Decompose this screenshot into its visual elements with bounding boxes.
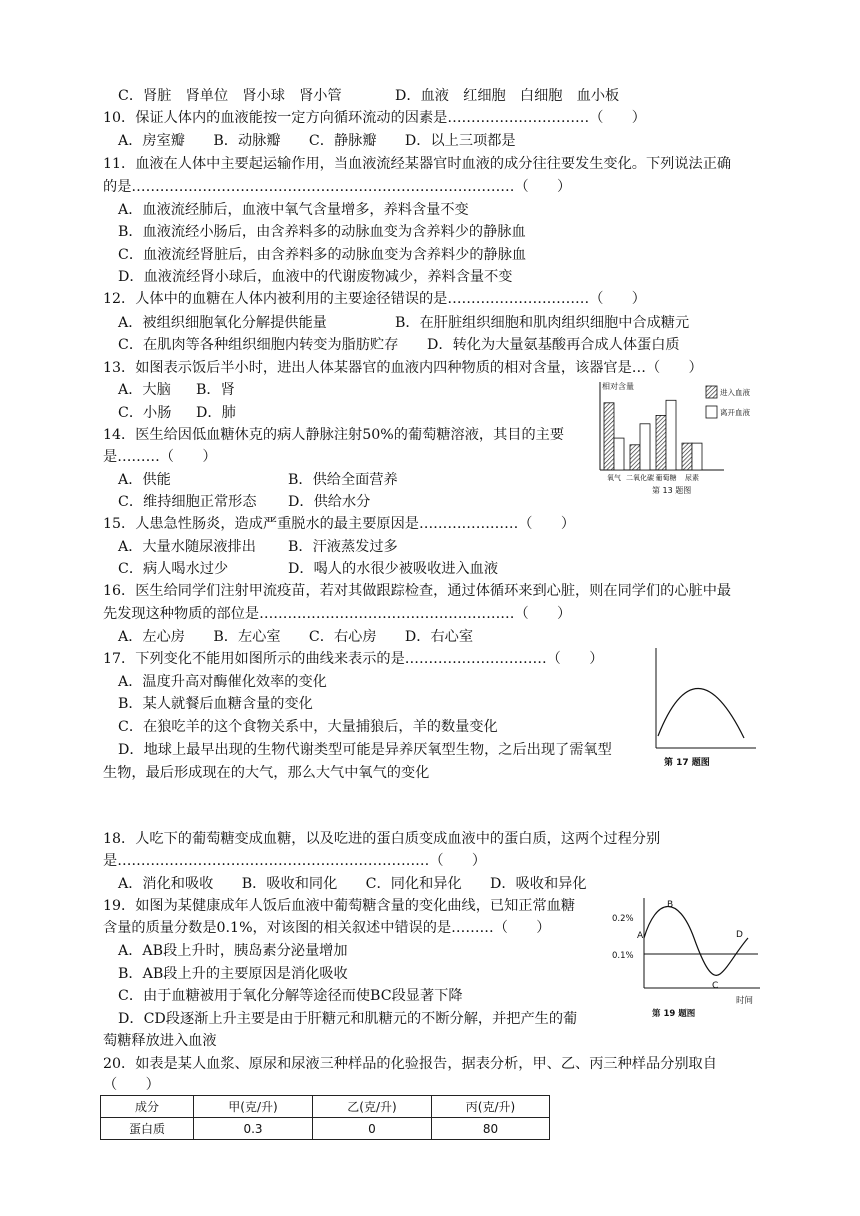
table-header-cell: 甲(克/升) xyxy=(194,1096,313,1118)
q14-option-b: B．供给全面营养 xyxy=(288,472,398,488)
q10-stem: 10．保证人体内的血液能按一定方向循环流动的因素是…………………………（ ） xyxy=(103,110,646,126)
q16-stem-line2: 先发现这种物质的部位是………………………………………………（ ） xyxy=(103,606,572,622)
q17-option-d-line1: D．地球上最早出现的生物代谢类型可能是异养厌氧型生物，之后出现了需氧型 xyxy=(118,742,612,758)
q14-stem-line2: 是………（ ） xyxy=(103,449,217,465)
table-cell: 0 xyxy=(313,1118,432,1140)
q14-stem-line1: 14．医生给因低血糖休克的病人静脉注射50%的葡萄糖溶液，其目的主要 xyxy=(103,427,565,443)
q17-option-b: B．某人就餐后血糖含量的变化 xyxy=(118,696,313,712)
q20-stem-line2: （ ） xyxy=(103,1077,160,1093)
q15-option-c: C．病人喝水过少 xyxy=(118,561,229,577)
q14-option-a: A．供能 xyxy=(118,472,171,488)
fig19-point-d: D xyxy=(736,930,743,940)
q17-option-a: A．温度升高对酶催化效率的变化 xyxy=(118,674,327,690)
q14-option-d: D．供给水分 xyxy=(288,494,371,510)
fig13-legend-out-swatch xyxy=(706,406,717,418)
q19-option-d-line1: D．CD段逐渐上升主要是由于肝糖元和肌糖元的不断分解，并把产生的葡 xyxy=(118,1011,578,1027)
q11-option-c: C．血液流经肾脏后，由含养料多的动脉血变为含养料少的静脉血 xyxy=(118,247,527,263)
fig13-caption: 第 13 题图 xyxy=(652,486,692,495)
fig13-bar-out xyxy=(614,438,624,470)
table-header-cell: 成分 xyxy=(101,1096,194,1118)
table-header-cell: 丙(克/升) xyxy=(432,1096,550,1118)
fig13-ylabel: 相对含量 xyxy=(602,382,634,391)
q19-option-b: B．AB段上升的主要原因是消化吸收 xyxy=(118,966,348,982)
q11-option-b: B．血液流经小肠后，由含养料多的动脉血变为含养料少的静脉血 xyxy=(118,224,526,240)
q10-options: A．房室瓣 B．动脉瓣 C．静脉瓣 D．以上三项都是 xyxy=(118,133,516,149)
fig13-bar-out xyxy=(640,424,650,470)
q19-option-c: C．由于血糖被用于氧化分解等途径而使BC段显著下降 xyxy=(118,988,463,1004)
q13-option-a: A．大脑 xyxy=(118,382,171,398)
q15-option-b: B．汗液蒸发过多 xyxy=(288,539,398,555)
fig19-point-a: A xyxy=(637,931,644,941)
q18-options: A．消化和吸收 B．吸收和同化 C．同化和异化 D．吸收和异化 xyxy=(118,876,587,892)
q15-option-d: D．喝人的水很少被吸收进入血液 xyxy=(288,561,499,577)
q13-option-d: D．肺 xyxy=(196,405,236,421)
q17-option-d-line2: 生物，最后形成现在的大气，那么大气中氧气的变化 xyxy=(103,765,430,781)
fig17-caption: 第 17 题图 xyxy=(664,758,710,768)
q11-stem-line1: 11．血液在人体中主要起运输作用，当血液流经某器官时血液的成分往往要发生变化。下列说法正确 xyxy=(103,156,732,172)
q13-option-b: B．肾 xyxy=(196,382,235,398)
fig13-bar-in xyxy=(656,415,666,470)
q15-stem: 15．人患急性肠炎，造成严重脱水的最主要原因是…………………（ ） xyxy=(103,516,576,532)
fig13-category-label: 二氧化碳 xyxy=(626,474,654,482)
fig17-curve xyxy=(658,688,744,738)
q19-stem-line2: 含量的质量分数是0.1%，对该图的相关叙述中错误的是………（ ） xyxy=(103,920,551,936)
q11-option-d: D．血液流经肾小球后，血液中的代谢废物减少，养料含量不变 xyxy=(118,269,513,285)
q12-option-b: B．在肝脏组织细胞和肌肉组织细胞中合成糖元 xyxy=(395,315,690,331)
q15-option-a: A．大量水随尿液排出 xyxy=(118,539,256,555)
fig13-legend-out: 离开血液 xyxy=(720,408,750,417)
q11-stem-line2: 的是………………………………………………………………………（ ） xyxy=(103,179,572,195)
q18-stem-line1: 18．人吃下的葡萄糖变成血糖，以及吃进的蛋白质变成血液中的蛋白质，这两个过程分别 xyxy=(103,831,661,847)
q12-option-d: D．转化为大量氨基酸再合成人体蛋白质 xyxy=(427,337,680,353)
q17-stem: 17．下列变化不能用如图所示的曲线来表示的是…………………………（ ） xyxy=(103,651,604,667)
q16-stem-line1: 16．医生给同学们注射甲流疫苗，若对其做跟踪检查，通过体循环来到心脏，则在同学们的心脏中最 xyxy=(103,583,732,599)
fig19-glucose-curve xyxy=(608,894,768,1020)
table-header-row xyxy=(101,1096,550,1118)
q20-stem-line1: 20．如表是某人血浆、原尿和尿液三种样品的化验报告，据表分析，甲、乙、丙三种样品分别取自 xyxy=(103,1056,717,1072)
q13-stem: 13．如图表示饭后半小时，进出人体某器官的血液内四种物质的相对含量，该器官是…（ ） xyxy=(103,360,703,376)
q9-option-c: C．肾脏 肾单位 肾小球 肾小管 xyxy=(118,88,342,104)
table-cell: 蛋白质 xyxy=(101,1118,194,1140)
fig19-caption: 第 19 题图 xyxy=(652,1009,696,1019)
fig17-curve-graph xyxy=(648,644,760,772)
q18-stem-line2: 是…………………………………………………………（ ） xyxy=(103,853,487,869)
q16-options: A．左心房 B．左心室 C．右心房 D．右心室 xyxy=(118,629,474,645)
q17-option-c: C．在狼吃羊的这个食物关系中，大量捕狼后，羊的数量变化 xyxy=(118,719,498,735)
q12-stem: 12．人体中的血糖在人体内被利用的主要途径错误的是…………………………（ ） xyxy=(103,291,646,307)
fig13-bar-in xyxy=(630,445,640,470)
table-cell: 80 xyxy=(432,1118,550,1140)
fig13-category-label: 氧气 xyxy=(607,474,621,482)
fig19-y-high: 0.2% xyxy=(612,914,634,924)
fig13-bar-out xyxy=(692,443,702,470)
fig19-point-b: B xyxy=(667,900,674,910)
fig13-legend-in: 进入血液 xyxy=(720,388,750,397)
fig13-category-label: 尿素 xyxy=(685,474,699,482)
fig13-bar-out xyxy=(666,400,676,470)
q11-option-a: A．血液流经肺后，血液中氧气含量增多，养料含量不变 xyxy=(118,202,469,218)
fig19-y-norm: 0.1% xyxy=(612,951,634,961)
q12-option-c: C．在肌肉等各种组织细胞内转变为脂肪贮存 xyxy=(118,337,399,353)
q19-stem-line1: 19．如图为某健康成年人饭后血液中葡萄糖含量的变化曲线，已知正常血糖 xyxy=(103,898,576,914)
fig13-bar-in xyxy=(682,443,692,470)
fig13-bar-chart xyxy=(594,376,764,496)
q14-option-c: C．维持细胞正常形态 xyxy=(118,494,257,510)
fig13-category-label: 葡萄糖 xyxy=(655,474,677,482)
q20-report-table xyxy=(100,1095,550,1140)
table-header-cell: 乙(克/升) xyxy=(313,1096,432,1118)
fig19-point-c: C xyxy=(712,981,719,991)
q13-option-c: C．小肠 xyxy=(118,405,172,421)
q12-option-a: A．被组织细胞氧化分解提供能量 xyxy=(118,315,327,331)
fig19-xlabel: 时间 xyxy=(736,996,754,1006)
q9-option-d: D．血液 红细胞 白细胞 血小板 xyxy=(395,88,620,104)
q19-option-a: A．AB段上升时，胰岛素分泌量增加 xyxy=(118,943,348,959)
fig13-legend-in-swatch xyxy=(706,386,717,398)
fig13-bar-in xyxy=(604,403,614,470)
table-row xyxy=(101,1118,550,1140)
table-cell: 0.3 xyxy=(194,1118,313,1140)
q19-option-d-line2: 萄糖释放进入血液 xyxy=(103,1033,217,1049)
fig19-curve xyxy=(644,906,748,975)
